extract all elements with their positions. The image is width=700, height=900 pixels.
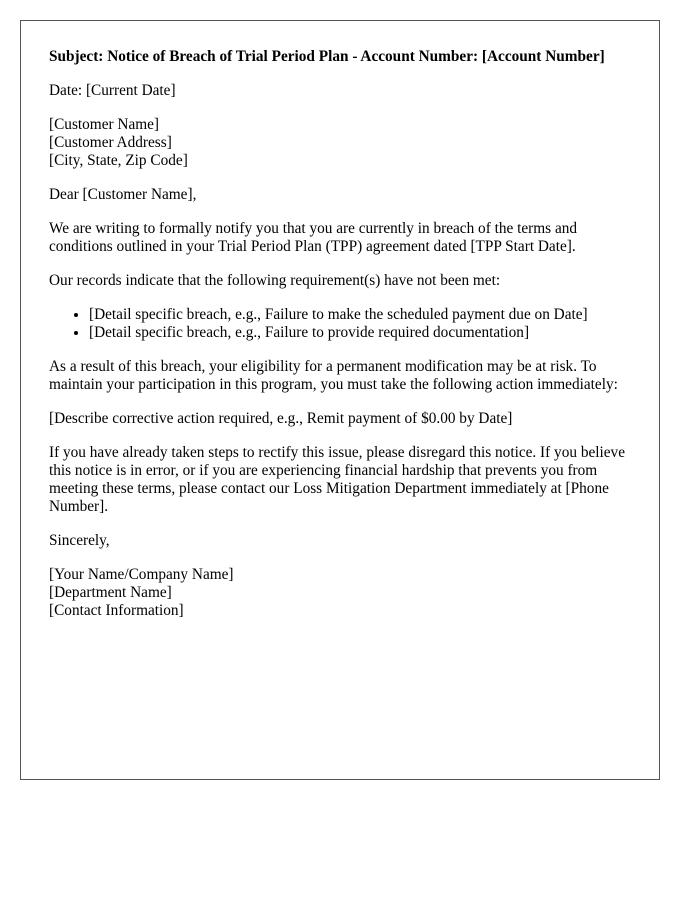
recipient-address: [Customer Address] <box>49 134 172 151</box>
letter-subject: Subject: Notice of Breach of Trial Period Plan - Account Number: [Account Number] <box>49 48 605 65</box>
letter-document <box>20 20 660 780</box>
breach-item: • [Detail specific breach, e.g., Failure to make the scheduled payment due on Date] <box>89 306 631 324</box>
signature-department: [Department Name] <box>49 584 172 601</box>
records-paragraph: Our records indicate that the following requirement(s) have not been met: <box>49 272 501 289</box>
result-paragraph: As a result of this breach, your eligibility for a permanent modification may be at risk. To maintain your participation in this program, you must take the following action immediately: <box>49 358 618 393</box>
closing: Sincerely, <box>49 532 110 549</box>
breach-item: • [Detail specific breach, e.g., Failure to provide required documentation] <box>89 324 631 342</box>
recipient-block <box>49 116 631 170</box>
signature-block <box>49 566 631 620</box>
recipient-city-state-zip: [City, State, Zip Code] <box>49 152 188 169</box>
intro-paragraph: We are writing to formally notify you that you are currently in breach of the terms and conditions outlined in your Trial Period Plan (TPP) agreement dated [TPP Start Date]. <box>49 220 578 255</box>
signature-name: [Your Name/Company Name] <box>49 566 234 583</box>
breach-list <box>49 306 631 342</box>
salutation: Dear [Customer Name], <box>49 186 197 203</box>
action-paragraph: [Describe corrective action required, e.g., Remit payment of $0.00 by Date] <box>49 410 513 427</box>
letter-date: Date: [Current Date] <box>49 82 176 99</box>
recipient-name: [Customer Name] <box>49 116 160 133</box>
signature-contact: [Contact Information] <box>49 602 184 619</box>
closing-info-paragraph: If you have already taken steps to rectify this issue, please disregard this notice. If you believe this notice is in error, or if you are experiencing financial hardship that prevents you from meeting these terms, please contact our Loss Mitigation Department immediately at [Phone Number]. <box>49 444 625 515</box>
